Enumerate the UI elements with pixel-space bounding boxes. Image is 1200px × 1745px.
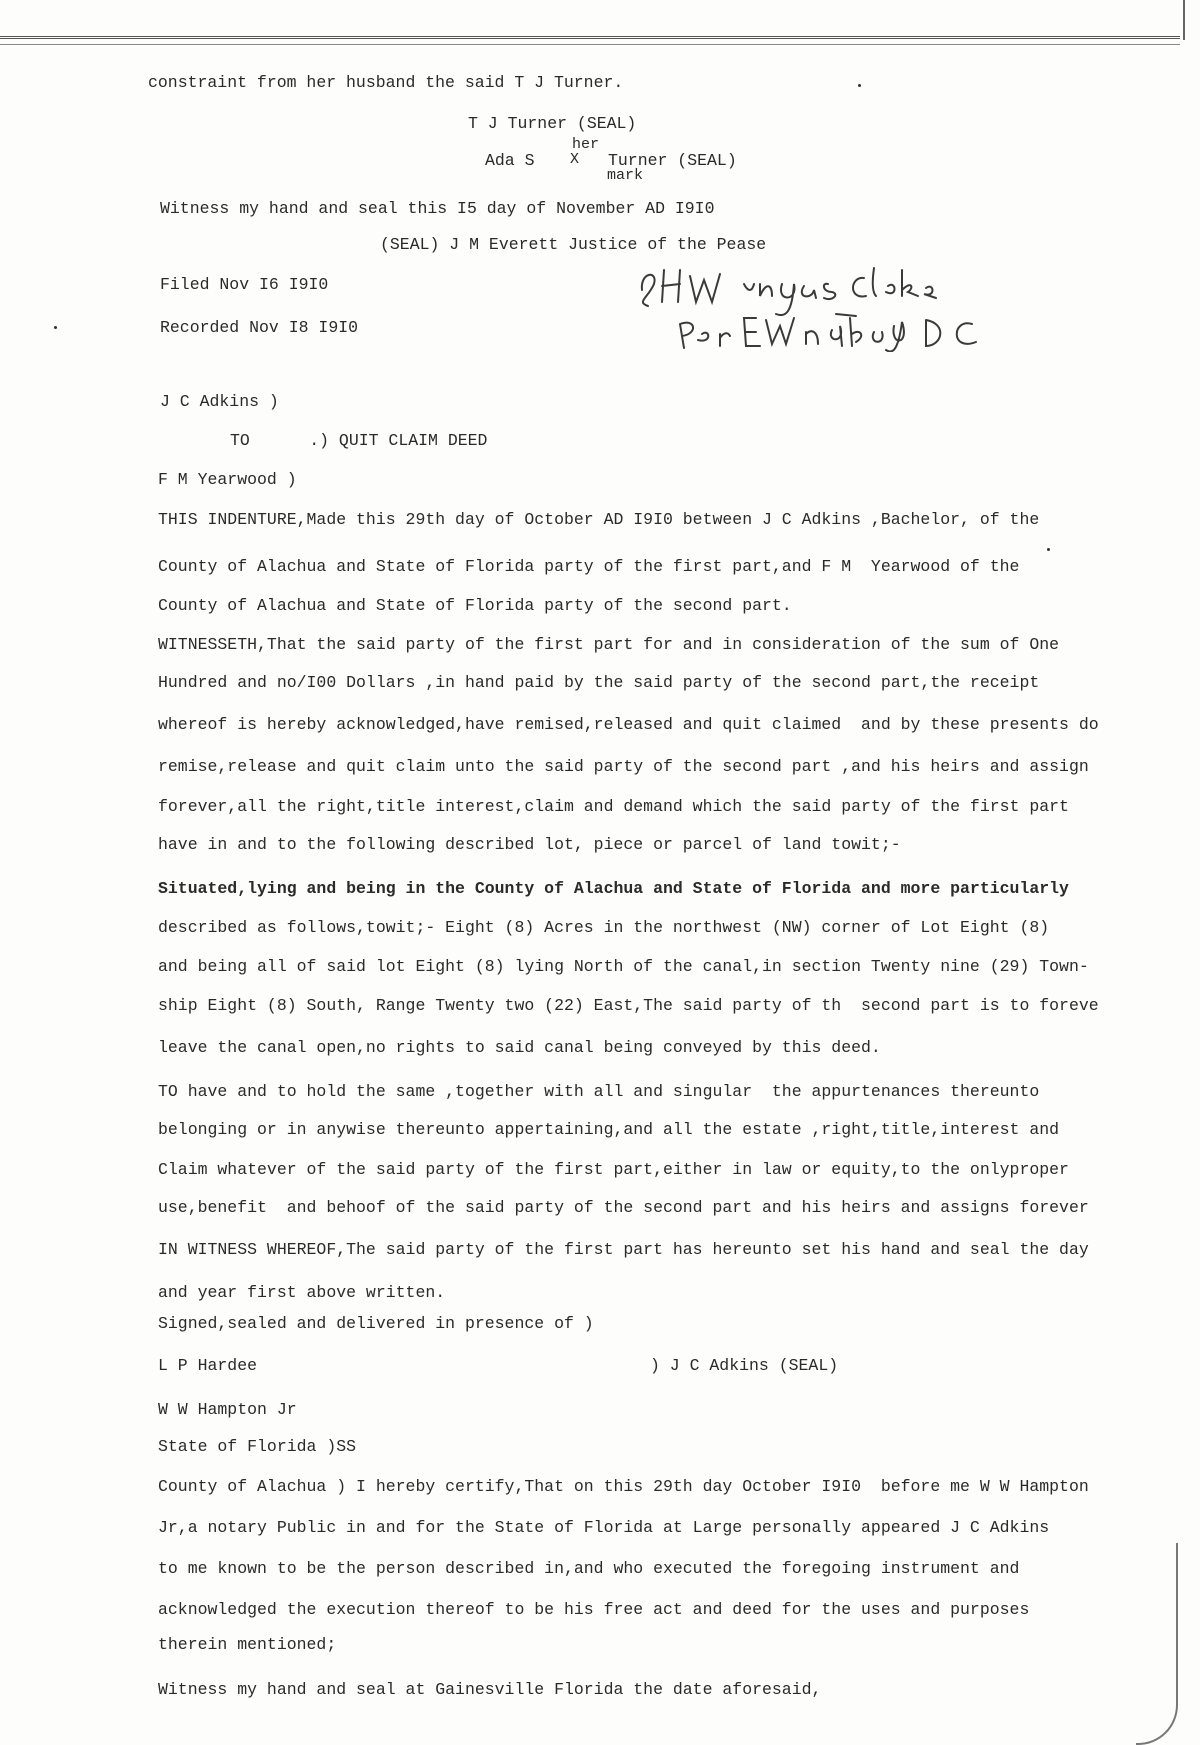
seal-line-ada-name: Ada S <box>485 151 535 170</box>
property-line-3: and being all of said lot Eight (8) lying North of the canal,in section Twenty nine (29) Town- <box>158 957 1089 976</box>
filed-date: Filed Nov I6 I9I0 <box>160 275 329 294</box>
party-second-name: F M Yearwood ) <box>158 470 297 489</box>
habendum-line-4: use,benefit and behoof of the said party of the second part and his heirs and assigns forever <box>158 1198 1089 1217</box>
testimonium-line-1: IN WITNESS WHEREOF,The said party of the first part has hereunto set his hand and seal the day <box>158 1240 1089 1259</box>
seal-line-tj-turner: T J Turner (SEAL) <box>468 114 637 133</box>
witnesseth-line-1: WITNESSETH,That the said party of the first part for and in consideration of the sum of One <box>158 635 1060 654</box>
witness-hardee: L P Hardee <box>158 1356 258 1375</box>
clerk-signature <box>636 262 1056 352</box>
seal-line-ada-turner: Turner (SEAL) <box>608 151 737 170</box>
scan-speck <box>858 84 861 87</box>
grantor-signature-seal: ) J C Adkins (SEAL) <box>650 1356 839 1375</box>
property-line-2: described as follows,towit;- Eight (8) Acres in the northwest (NW) corner of Lot Eight (8) <box>158 918 1050 937</box>
mark-label: mark <box>607 167 644 184</box>
deed-line-constraint: constraint from her husband the said T J Turner. <box>148 73 624 92</box>
testimonium-line-2: and year first above written. <box>158 1283 446 1302</box>
property-line-4: ship Eight (8) South, Range Twenty two (22) East,The said party of th second part is to foreve <box>158 996 1099 1015</box>
indenture-line-3: County of Alachua and State of Florida party of the second part. <box>158 596 792 615</box>
justice-line: (SEAL) J M Everett Justice of the Pease <box>380 235 767 254</box>
property-line-5: leave the canal open,no rights to said canal being conveyed by this deed. <box>158 1038 881 1057</box>
witness-line-1: Witness my hand and seal this I5 day of November AD I9I0 <box>160 199 715 218</box>
witness-hampton: W W Hampton Jr <box>158 1400 297 1419</box>
notary-witness-line: Witness my hand and seal at Gainesville Florida the date aforesaid, <box>158 1680 822 1699</box>
venue-state: State of Florida )SS <box>158 1437 357 1456</box>
recorded-date: Recorded Nov I8 I9I0 <box>160 318 359 337</box>
page-curl <box>1136 1543 1178 1745</box>
acknowledgment-line-5: therein mentioned; <box>158 1635 337 1654</box>
indenture-line-2: County of Alachua and State of Florida party of the first part,and F M Yearwood of the <box>158 557 1020 576</box>
indenture-line-1: THIS INDENTURE,Made this 29th day of October AD I9I0 between J C Adkins ,Bachelor, of the <box>158 510 1040 529</box>
signed-sealed-line: Signed,sealed and delivered in presence of ) <box>158 1314 594 1333</box>
acknowledgment-line-2: Jr,a notary Public in and for the State of Florida at Large personally appeared J C Adkins <box>158 1518 1050 1537</box>
deed-title: TO .) QUIT CLAIM DEED <box>230 431 488 450</box>
mark-x: X <box>570 151 580 168</box>
property-line-1: Situated,lying and being in the County of Alachua and State of Florida and more particularly <box>158 879 1069 898</box>
habendum-line-2: belonging or in anywise thereunto appertaining,and all the estate ,right,title,interest and <box>158 1120 1060 1139</box>
top-border-rule <box>0 36 1180 39</box>
witnesseth-line-6: have in and to the following described lot, piece or parcel of land towit;- <box>158 835 901 854</box>
acknowledgment-line-1: County of Alachua ) I hereby certify,That on this 29th day October I9I0 before me W W Hampton <box>158 1477 1089 1496</box>
witnesseth-line-3: whereof is hereby acknowledged,have remised,released and quit claimed and by these presents do <box>158 715 1099 734</box>
page-edge <box>1183 0 1185 40</box>
habendum-line-3: Claim whatever of the said party of the first part,either in law or equity,to the onlyproper <box>158 1160 1069 1179</box>
acknowledgment-line-3: to me known to be the person described in,and who executed the foregoing instrument and <box>158 1559 1020 1578</box>
witnesseth-line-2: Hundred and no/I00 Dollars ,in hand paid by the said party of the second part,the receipt <box>158 673 1040 692</box>
party-first-name: J C Adkins ) <box>160 392 279 411</box>
witnesseth-line-5: forever,all the right,title interest,claim and demand which the said party of the first part <box>158 797 1069 816</box>
habendum-line-1: TO have and to hold the same ,together with all and singular the appurtenances thereunto <box>158 1082 1040 1101</box>
top-border-rule-inner <box>0 44 1180 45</box>
scan-speck <box>54 326 57 329</box>
acknowledgment-line-4: acknowledged the execution thereof to be his free act and deed for the uses and purposes <box>158 1600 1030 1619</box>
scan-speck <box>1047 548 1050 551</box>
witnesseth-line-4: remise,release and quit claim unto the said party of the second part ,and his heirs and assign <box>158 757 1089 776</box>
mark-her: her <box>572 136 600 153</box>
